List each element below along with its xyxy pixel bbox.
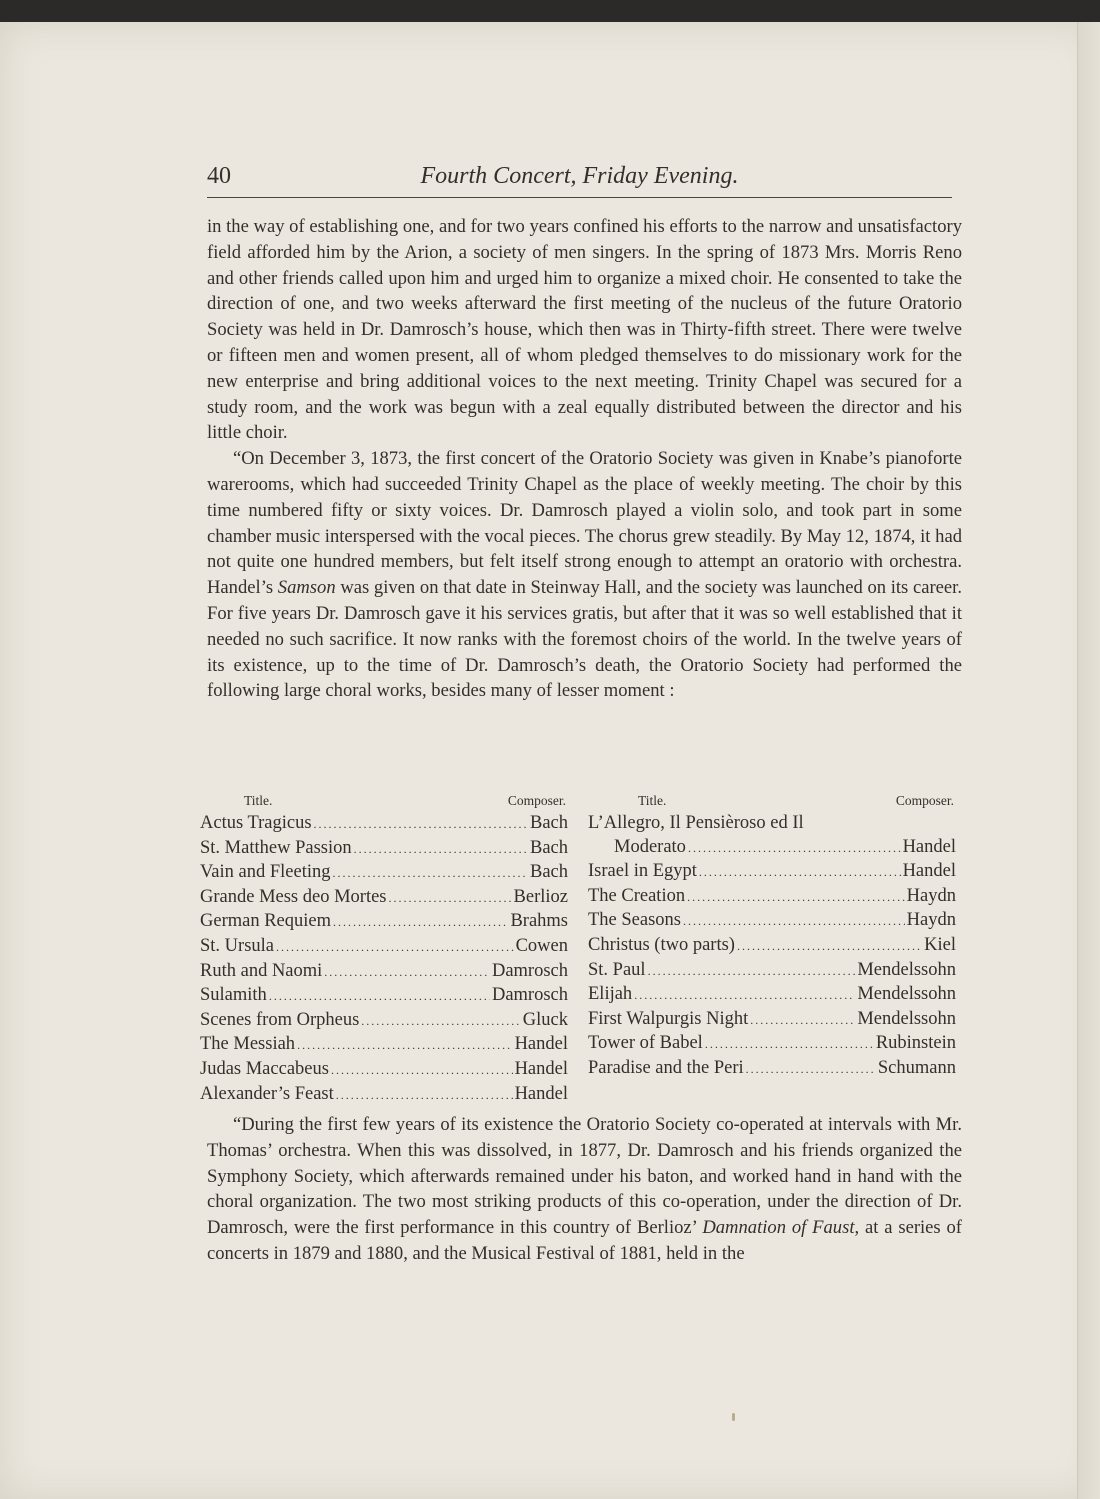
work-composer: Bach bbox=[529, 837, 568, 858]
dot-leader bbox=[699, 861, 901, 885]
work-title: The Messiah bbox=[200, 1034, 296, 1055]
work-row bbox=[588, 934, 956, 959]
paragraph-text: , at a series of concerts in 1879 and 1880, and the Musical Festival of 1881, held in the bbox=[207, 1217, 962, 1264]
dot-leader bbox=[269, 985, 490, 1009]
work-title: German Requiem bbox=[200, 911, 331, 932]
work-composer: Cowen bbox=[515, 935, 568, 956]
work-composer: Kiel bbox=[924, 934, 956, 955]
work-title: L’Allegro, Il Pensièroso ed Il bbox=[588, 813, 804, 833]
work-composer: Bach bbox=[529, 862, 568, 883]
work-row bbox=[588, 1057, 956, 1082]
work-composer: Damrosch bbox=[491, 960, 568, 981]
work-row bbox=[200, 886, 568, 911]
dot-leader bbox=[276, 936, 514, 960]
dot-leader bbox=[333, 911, 508, 935]
work-row bbox=[200, 984, 568, 1009]
work-row bbox=[588, 959, 956, 984]
work-composer: Handel bbox=[514, 1034, 568, 1055]
work-title: Alexander’s Feast bbox=[200, 1083, 334, 1104]
italic-work-title: Damnation of Faust bbox=[702, 1217, 855, 1239]
work-title: Christus (two parts) bbox=[588, 934, 735, 955]
work-composer: Handel bbox=[902, 861, 956, 882]
paragraph-text: was given on that date in Steinway Hall, and the society was launched on its career. For five years Dr. Damrosch gave it his services gratis, but after that it was so well established that it needed no such sacrifice. It now ranks with the foremost choirs of the world. In the twelve years of its existence, up to the time of Dr. Damrosch’s death, the Oratorio Society had performed the following large choral works, besides many of lesser moment : bbox=[207, 577, 962, 702]
work-title: Israel in Egypt bbox=[588, 861, 697, 882]
works-rows bbox=[200, 812, 568, 1107]
paragraph bbox=[207, 1112, 962, 1267]
dot-leader bbox=[634, 984, 855, 1008]
work-row bbox=[200, 861, 568, 886]
work-composer: Mendelssohn bbox=[857, 984, 956, 1005]
composer-header: Composer. bbox=[895, 793, 954, 808]
dot-leader bbox=[389, 887, 512, 911]
dot-leader bbox=[324, 961, 490, 985]
work-composer: Berlioz bbox=[513, 886, 568, 907]
work-composer: Schumann bbox=[877, 1057, 956, 1078]
work-composer: Gluck bbox=[522, 1009, 568, 1030]
dot-leader bbox=[314, 813, 528, 837]
work-composer: Brahms bbox=[510, 911, 568, 932]
work-composer: Haydn bbox=[906, 885, 956, 906]
page-fold bbox=[1077, 22, 1100, 1499]
work-title: St. Matthew Passion bbox=[200, 837, 352, 858]
work-title: Vain and Fleeting bbox=[200, 862, 331, 883]
dot-leader bbox=[705, 1033, 874, 1057]
work-row bbox=[200, 910, 568, 935]
work-row bbox=[588, 860, 956, 885]
column-header bbox=[588, 790, 956, 812]
column-header bbox=[200, 790, 568, 812]
dot-leader bbox=[737, 935, 922, 959]
work-title: Ruth and Naomi bbox=[200, 960, 323, 981]
work-composer: Handel bbox=[514, 1083, 568, 1104]
work-composer: Handel bbox=[514, 1058, 568, 1079]
work-title: Moderato bbox=[614, 836, 686, 857]
work-title: Judas Maccabeus bbox=[200, 1058, 329, 1079]
paragraph bbox=[207, 446, 962, 704]
work-composer: Mendelssohn bbox=[857, 959, 956, 980]
work-title: Scenes from Orpheus bbox=[200, 1009, 360, 1030]
paper-mark bbox=[732, 1413, 735, 1421]
work-row bbox=[200, 960, 568, 985]
dot-leader bbox=[336, 1084, 513, 1108]
work-composer: Rubinstein bbox=[875, 1033, 956, 1054]
work-title: Sulamith bbox=[200, 985, 267, 1006]
dot-leader bbox=[333, 862, 528, 886]
work-composer: Handel bbox=[902, 836, 956, 857]
work-title: First Walpurgis Night bbox=[588, 1008, 749, 1029]
work-row bbox=[200, 1083, 568, 1108]
works-list-right bbox=[588, 790, 956, 1082]
composer-header: Composer. bbox=[507, 793, 566, 808]
work-title: Elijah bbox=[588, 984, 633, 1005]
dot-leader bbox=[687, 886, 905, 910]
body-text-bottom bbox=[207, 1112, 962, 1267]
work-title: The Creation bbox=[588, 885, 686, 906]
work-title: St. Ursula bbox=[200, 935, 274, 956]
work-row bbox=[588, 836, 956, 861]
dot-leader bbox=[648, 960, 856, 984]
dot-leader bbox=[297, 1034, 513, 1058]
work-title: St. Paul bbox=[588, 959, 646, 980]
title-header: Title. bbox=[244, 793, 273, 808]
running-head bbox=[207, 163, 952, 198]
dot-leader bbox=[331, 1059, 513, 1083]
work-row bbox=[200, 1009, 568, 1034]
paragraph: in the way of establishing one, and for two years confined his efforts to the narrow and unsatisfactory field afforded him by the Arion, a society of men singers. In the spring of 1873 Mrs. Morris Reno and other friends called upon him and urged him to organize a mixed choir. He consented to take the direction of one, and two weeks afterward the first meeting of the nucleus of the future Oratorio Society was held in Dr. Damrosch’s house, which then was in Thirty-fifth street. There were twelve or fifteen men and women present, all of whom pledged themselves to do missionary work for the new enterprise and bring additional voices to the next meeting. Trinity Chapel was secured for a study room, and the work was begun with a zeal equally distributed between the director and his little choir. bbox=[207, 216, 962, 444]
work-title: Paradise and the Peri bbox=[588, 1057, 744, 1078]
work-row bbox=[200, 1058, 568, 1083]
title-header: Title. bbox=[638, 793, 667, 808]
dot-leader bbox=[746, 1058, 876, 1082]
paragraph-text: “During the first few years of its existence the Oratorio Society co-operated at intervals with Mr. Thomas’ orchestra. When this was dissolved, in 1877, Dr. Damrosch and his friends organized the Symphony Society, which afterwards remained under his baton, and worked hand in hand with the choral organization. The two most striking products of this co-operation, under the direction of Dr. Damrosch, were the first performance in this country of Berlioz’ bbox=[207, 1114, 962, 1239]
work-row bbox=[200, 935, 568, 960]
work-row bbox=[200, 1033, 568, 1058]
dot-leader bbox=[361, 1010, 521, 1034]
work-composer: Damrosch bbox=[491, 985, 568, 1006]
works-rows bbox=[588, 836, 956, 1082]
work-row bbox=[588, 909, 956, 934]
body-text-top bbox=[207, 214, 962, 704]
work-title-line bbox=[588, 812, 956, 836]
dot-leader bbox=[750, 1009, 855, 1033]
work-composer: Bach bbox=[529, 813, 568, 833]
work-title: Tower of Babel bbox=[588, 1033, 703, 1054]
work-row bbox=[200, 837, 568, 862]
work-row bbox=[588, 983, 956, 1008]
work-row bbox=[588, 1008, 956, 1033]
work-title: Grande Mess deo Mortes bbox=[200, 886, 387, 907]
dot-leader bbox=[688, 837, 901, 861]
page-number: 40 bbox=[207, 163, 231, 189]
works-list-left bbox=[200, 790, 568, 1107]
work-row bbox=[588, 1032, 956, 1057]
dot-leader bbox=[354, 838, 528, 862]
italic-work-title: Samson bbox=[277, 577, 336, 599]
work-title: The Seasons bbox=[588, 910, 681, 931]
work-composer: Haydn bbox=[906, 910, 956, 931]
work-row bbox=[200, 812, 568, 837]
work-row bbox=[588, 885, 956, 910]
dot-leader bbox=[683, 910, 905, 934]
work-title: Actus Tragicus bbox=[200, 813, 312, 833]
paragraph-text: “On December 3, 1873, the first concert of the Oratorio Society was given in Knabe’s pianoforte warerooms, which had succeeded Trinity Chapel as the place of weekly meeting. The choir by this time numbered fifty or sixty voices. Dr. Damrosch played a violin solo, and took part in some chamber music interspersed with the vocal pieces. The chorus grew steadily. By May 12, 1874, it had not quite one hundred members, but felt itself strong enough to attempt an oratorio with orchestra. Handel’s bbox=[207, 448, 962, 599]
page-header-title: Fourth Concert, Friday Evening. bbox=[420, 163, 739, 189]
work-composer: Mendelssohn bbox=[857, 1008, 956, 1029]
